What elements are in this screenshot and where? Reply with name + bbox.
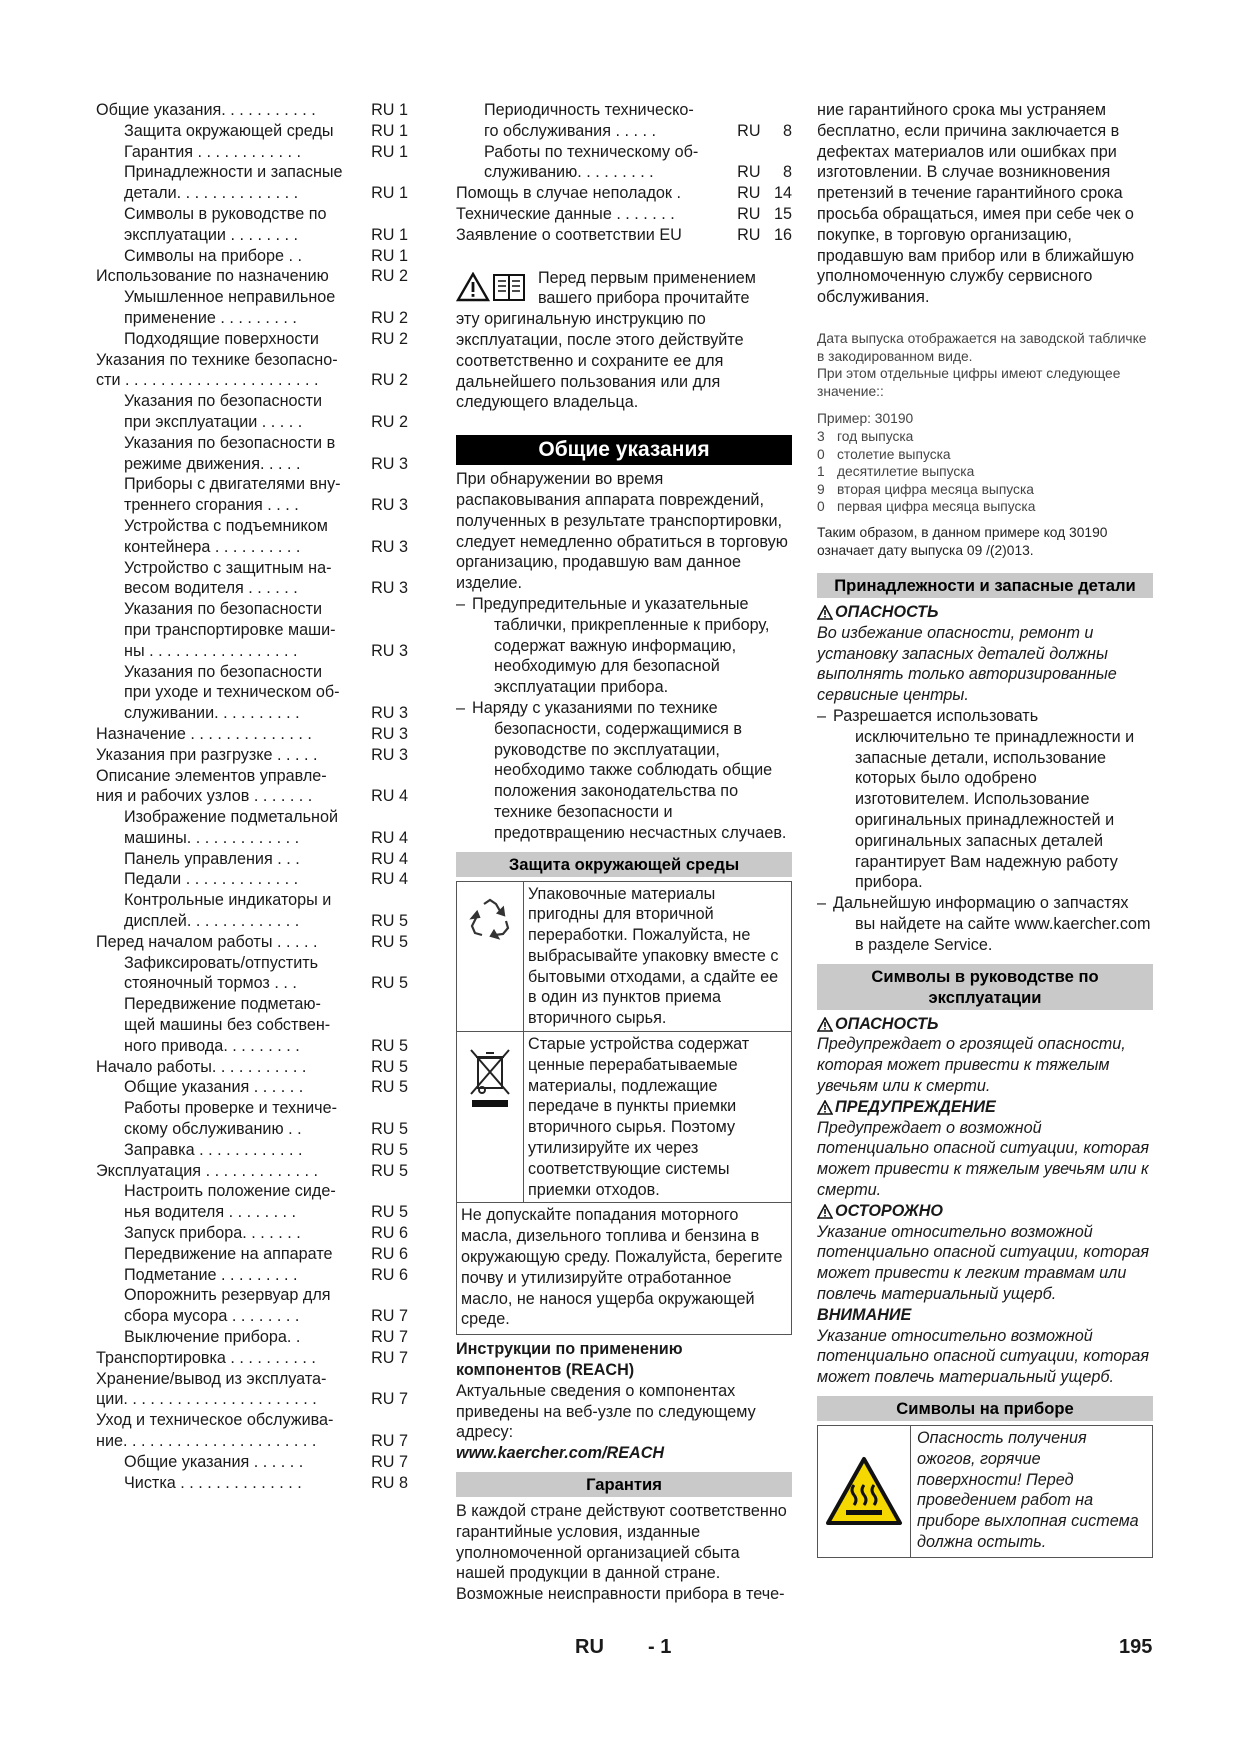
toc-entry[interactable]	[96, 266, 408, 287]
weee-text: Старые устройства содержат ценные перерабатываемые материалы, подлежащие передаче в пункты приемки вторичного сырья. Поэтому утилизируйте их через соответствующие системы приемки отходов.	[528, 1035, 750, 1199]
toc-entry-page: RU 5	[371, 1057, 408, 1076]
toc-entry[interactable]	[96, 869, 408, 890]
toc-entry-page: RU 6	[371, 1265, 408, 1284]
toc-column-2	[456, 100, 792, 246]
general-bullet-1: – Предупредительные и указательные таблички, прикрепленные к прибору, содержат важную информацию, необходимую для безопасной эксплуатации прибора.	[456, 594, 792, 698]
date-code-conclusion: Таким образом, в данном примере код 30190 означает дату выпуска 09 /(2)013.	[817, 524, 1108, 558]
toc-entry[interactable]	[96, 204, 408, 246]
hot-surface-text: Опасность получения ожогов, горячие поверхности! Перед проведением работ на приборе выхлопная система должна остыть.	[917, 1428, 1139, 1551]
footer-section-page: - 1	[648, 1636, 672, 1658]
warning-triangle-icon	[817, 1204, 833, 1219]
warranty-text-a: В каждой стране действуют соответственно гарантийные условия, изданные уполномоченной организацией сбыта нашей продукции в данной стране. Возможные неисправности прибора в тече-	[456, 1502, 787, 1604]
toc-entry-page: RU 1	[371, 101, 408, 119]
symbols-device-heading: Символы на приборе	[817, 1396, 1153, 1421]
environment-row-weee	[457, 1032, 791, 1203]
toc-entry-title: Принадлежности и запасные детали. . . . . . . . . . . . . .	[124, 163, 343, 203]
toc-entry-title: Изображение подметальной машины. . . . . . . . . . . . .	[124, 808, 339, 847]
reach-text: Актуальные сведения о компонентах приведены на веб-узле по следующему адресу:	[456, 1381, 756, 1442]
toc-entry-title: Подходящие поверхности	[124, 329, 319, 348]
toc-entry-page: RU 3	[371, 745, 408, 764]
warning-triangle-icon	[817, 1100, 833, 1115]
toc-entry-title: Защита окружающей среды	[124, 121, 334, 140]
toc-entry[interactable]	[96, 329, 408, 350]
toc-entry-page: RU 1	[371, 225, 408, 244]
column-2	[456, 100, 792, 1605]
toc-entry[interactable]	[96, 724, 408, 745]
toc-entry-title: Символы в руководстве по эксплуатации . . . . . . . .	[124, 204, 327, 244]
toc-entry-page: RU 3	[371, 704, 408, 723]
toc-entry-page: RU 2	[371, 308, 408, 327]
toc-entry-page: RU 15	[737, 204, 792, 223]
toc-entry-title: Технические данные . . . . . . .	[456, 204, 675, 223]
toc-entry[interactable]	[96, 1327, 408, 1348]
crossed-bin-icon	[468, 1046, 512, 1110]
toc-entry[interactable]	[96, 745, 408, 766]
symbols-warning-text: Предупреждает о возможной потенциально опасной ситуации, которая может привести к тяжелым увечьям или к смерти.	[817, 1118, 1150, 1200]
date-code-example: Пример: 30190	[817, 411, 914, 427]
toc-entry-title: Выключение прибора. .	[124, 1328, 301, 1347]
toc-entry-page: RU 8	[737, 163, 792, 182]
toc-column-1	[96, 100, 408, 1493]
toc-entry-title: Контрольные индикаторы и дисплей. . . . . . . . . . . . .	[124, 891, 332, 931]
toc-entry-page: RU 4	[371, 870, 408, 889]
toc-entry-title: Работы проверке и техниче- скому обслуживанию . .	[124, 1099, 338, 1139]
environment-heading: Защита окружающей среды	[456, 852, 792, 877]
symbols-caution-label: ОСТОРОЖНО	[835, 1201, 943, 1220]
toc-entry-page: RU 3	[371, 724, 408, 743]
general-bullet-2: – Наряду с указаниями по технике безопасности, содержащимися в руководстве по эксплуатации, необходимо также соблюдать общие положения законодательства по технике безопасности и предотвращению несчастных случаев.	[456, 698, 792, 844]
toc-entry-title: Помощь в случае неполадок .	[456, 184, 682, 203]
toc-entry-page: RU 5	[371, 1078, 408, 1097]
toc-entry-page: RU 5	[371, 1120, 408, 1139]
accessories-heading: Принадлежности и запасные детали	[817, 573, 1153, 598]
environment-row-recycle	[457, 882, 791, 1033]
toc-entry-title: Указания по безопасности при уходе и техническом об- служивании. . . . . . . . . .	[124, 662, 340, 723]
toc-entry[interactable]	[456, 142, 792, 184]
accessories-danger-label: ОПАСНОСТЬ	[835, 603, 939, 622]
toc-entry-title: Заправка . . . . . . . . . . . .	[124, 1140, 303, 1159]
toc-entry-page: RU 5	[371, 974, 408, 993]
read-manual-notice	[456, 268, 792, 310]
manual-book-icon	[492, 272, 526, 302]
toc-entry-page: RU 4	[371, 828, 408, 847]
toc-entry[interactable]	[96, 391, 408, 433]
recycle-text: Упаковочные материалы пригодны для вторичной переработки. Пожалуйста, не выбрасывайте упаковку вместе с бытовыми отходами, а сдайте ее в один из пунктов приема вторичного сырья.	[528, 884, 779, 1028]
toc-entry-title: Начало работы. . . . . . . . . . .	[96, 1057, 307, 1076]
toc-entry[interactable]	[96, 807, 408, 849]
toc-entry-title: Указания по безопасности при эксплуатации . . . . .	[124, 392, 323, 431]
toc-entry-page: RU 5	[371, 912, 408, 931]
toc-entry-page: RU 2	[371, 267, 408, 286]
toc-entry-title: Передвижение на аппарате	[124, 1244, 333, 1263]
hot-surface-warning-icon	[824, 1455, 904, 1527]
toc-entry[interactable]	[96, 474, 408, 516]
symbols-danger-label: ОПАСНОСТЬ	[835, 1014, 939, 1033]
date-code-meaning: десятилетие выпуска	[837, 464, 975, 480]
accessories-bullet-1-text: Разрешается использовать исключительно те принадлежности и запасные детали, использование которых было одобрено изготовителем. Использование оригинальных принадлежностей и оригинальных запасных деталей гарантирует Вам надежную работу прибора.	[833, 707, 1135, 892]
toc-entry-page: RU 5	[371, 932, 408, 951]
toc-entry-title: Гарантия . . . . . . . . . . . .	[124, 142, 301, 161]
toc-entry[interactable]	[96, 350, 408, 392]
env-icon-cell	[457, 882, 524, 1032]
toc-entry-title: Уход и техническое обслужива- ние. . . . . . . . . . . . . . . . . . . . . .	[96, 1411, 334, 1450]
accessories-bullet-2: – Дальнейшую информацию о запчастях вы найдете на сайте www.kaercher.com в разделе Service.	[817, 893, 1153, 955]
date-code-digit: 3	[817, 428, 825, 444]
reach-title: Инструкции по применению компонентов (REACH)	[456, 1340, 683, 1380]
toc-entry[interactable]	[96, 1098, 408, 1140]
accessories-danger-title	[817, 602, 1153, 623]
symbols-device-table	[817, 1425, 1153, 1558]
toc-entry[interactable]	[96, 1244, 408, 1265]
toc-entry-page: RU 6	[371, 1244, 408, 1263]
symbols-warning-title	[817, 1097, 1153, 1118]
hot-surface-icon-cell	[818, 1426, 911, 1557]
toc-entry-page: RU 3	[371, 496, 408, 515]
toc-entry[interactable]	[96, 558, 408, 600]
toc-entry-page: RU 1	[371, 142, 408, 161]
toc-entry[interactable]	[96, 766, 408, 808]
toc-entry[interactable]	[96, 1473, 408, 1494]
toc-entry[interactable]	[456, 183, 792, 204]
toc-entry-page: RU 3	[371, 537, 408, 556]
toc-entry[interactable]	[96, 1452, 408, 1473]
toc-entry-page: RU 4	[371, 849, 408, 868]
toc-entry-title: Устройство с защитным на- весом водителя . . . . . .	[124, 558, 332, 598]
toc-entry-title: Перед началом работы . . . . .	[96, 932, 318, 951]
toc-entry-title: Общие указания . . . . . .	[124, 1078, 304, 1097]
symbols-warning-label: ПРЕДУПРЕЖДЕНИЕ	[835, 1097, 996, 1116]
toc-entry-title: Описание элементов управле- ния и рабочих узлов . . . . . . .	[96, 766, 327, 806]
general-intro: При обнаружении во время распаковывания аппарата повреждений, полученных в результате транспортировки, следует немедленно обратиться в торговую организацию, продавшую вам данное изделие.	[456, 470, 788, 593]
toc-entry-page: RU 2	[371, 329, 408, 348]
toc-entry-title: Чистка . . . . . . . . . . . . . .	[124, 1473, 302, 1492]
toc-entry-page: RU 7	[371, 1432, 408, 1450]
toc-entry[interactable]	[96, 890, 408, 932]
toc-entry-page: RU 7	[371, 1328, 408, 1347]
toc-entry-title: Запуск прибора. . . . . . .	[124, 1224, 301, 1243]
symbols-caution-title	[817, 1201, 1153, 1222]
toc-entry[interactable]	[456, 204, 792, 225]
toc-entry[interactable]	[96, 100, 408, 121]
date-code-meaning: год выпуска	[837, 428, 914, 444]
toc-entry-title: Указания при разгрузке . . . . .	[96, 745, 318, 764]
toc-entry-page: RU 5	[371, 1203, 408, 1222]
toc-entry-page: RU 5	[371, 1161, 408, 1180]
symbols-caution-text: Указание относительно возможной потенциально опасной ситуации, которая может привести к легким травмам или повлечь материальный ущерб.	[817, 1222, 1150, 1303]
toc-entry-page: RU 1	[371, 121, 408, 140]
accessories-bullet-1: – Разрешается использовать исключительно те принадлежности и запасные детали, использование которых было одобрено изготовителем. Использование оригинальных принадлежностей и оригинальных запасных деталей гарантирует Вам надежную работу прибора.	[817, 706, 1153, 893]
toc-entry-title: Зафиксировать/отпустить стояночный тормоз . . .	[124, 953, 319, 993]
toc-entry-page: RU 7	[371, 1307, 408, 1326]
toc-entry[interactable]	[96, 162, 408, 204]
symbols-manual-heading: Символы в руководстве по эксплуатации	[817, 964, 1153, 1010]
toc-entry-title: Педали . . . . . . . . . . . . .	[124, 870, 299, 889]
toc-entry-title: Указания по безопасности в режиме движения. . . . .	[124, 433, 336, 473]
general-heading: Общие указания	[456, 435, 792, 465]
toc-entry-title: Хранение/вывод из эксплуата- ции. . . . . . . . . . . . . . . . . . . . . .	[96, 1369, 327, 1409]
toc-entry-page: RU 8	[737, 121, 792, 140]
warranty-heading: Гарантия	[456, 1472, 792, 1497]
toc-entry-title: Опорожнить резервуар для сбора мусора . . . . . . . .	[124, 1286, 331, 1326]
warning-triangle-icon	[817, 605, 833, 620]
date-code-rows	[817, 428, 1153, 516]
warranty-text-b: ние гарантийного срока мы устраняем бесплатно, если причина заключается в дефектах материалов или ошибках при изготовлении. В случае возникновения претензий в течение гарантийного срока просьба обращаться, имея при себе чек о покупке, в торговую организацию, продавшую вам прибор или в ближайшую уполномоченную службу сервисного обслуживания.	[817, 101, 1135, 307]
date-code-row	[817, 428, 1153, 446]
toc-entry-page: RU 2	[371, 371, 408, 390]
toc-entry[interactable]	[96, 1161, 408, 1182]
toc-entry[interactable]	[96, 994, 408, 1056]
date-code-row	[817, 446, 1153, 464]
toc-entry-title: Указания по безопасности при транспортировке маши- ны . . . . . . . . . . . . . . . . .	[124, 600, 336, 660]
toc-entry-page: RU 1	[371, 246, 408, 265]
toc-entry-page: RU 3	[371, 641, 408, 660]
toc-entry-title: Панель управления . . .	[124, 849, 300, 868]
toc-entry-title: Использование по назначению	[96, 267, 329, 286]
toc-entry[interactable]	[96, 1057, 408, 1078]
toc-entry-page: RU 7	[371, 1348, 408, 1367]
symbols-attention-title	[817, 1305, 1153, 1326]
toc-entry-page: RU 7	[371, 1390, 408, 1409]
toc-entry[interactable]	[96, 433, 408, 475]
date-code-box	[817, 330, 1153, 559]
accessories-bullet-2-text: Дальнейшую информацию о запчастях вы найдете на сайте www.kaercher.com в разделе Service.	[833, 894, 1151, 954]
toc-entry-title: Эксплуатация . . . . . . . . . . . . .	[96, 1161, 319, 1180]
toc-entry-page: RU 16	[737, 225, 792, 244]
warning-triangle-icon	[456, 272, 490, 302]
toc-entry-page: RU 5	[371, 1140, 408, 1159]
date-code-digit: 1	[817, 464, 825, 480]
toc-entry[interactable]	[96, 1223, 408, 1244]
toc-entry[interactable]	[96, 1410, 408, 1452]
column-3	[817, 100, 1153, 1558]
toc-entry-title: Приборы с двигателями вну- треннего сгорания . . . .	[124, 475, 341, 515]
toc-entry[interactable]	[96, 849, 408, 870]
symbols-danger-title	[817, 1014, 1153, 1035]
date-code-digit: 9	[817, 481, 825, 497]
toc-entry[interactable]	[96, 953, 408, 995]
footer-language: RU	[575, 1636, 604, 1658]
toc-entry-title: Умышленное неправильное применение . . . . . . . . .	[124, 288, 336, 327]
date-code-line-1: Дата выпуска отображается на заводской табличке в закодированном виде.	[817, 330, 1147, 364]
toc-entry-title: Периодичность техническо- го обслуживания . . . . .	[484, 101, 694, 140]
date-code-row	[817, 498, 1153, 516]
reach-url[interactable]: www.kaercher.com/REACH	[456, 1444, 665, 1463]
symbols-attention-label: ВНИМАНИЕ	[817, 1305, 912, 1324]
toc-entry[interactable]	[96, 1181, 408, 1223]
toc-entry-page: RU 4	[371, 787, 408, 806]
toc-entry-title: Работы по техническому об- служиванию. . . . . . . . .	[484, 142, 699, 182]
toc-entry-page: RU 3	[371, 579, 408, 598]
toc-entry-page: RU 14	[737, 184, 792, 203]
toc-entry-title: Общие указания . . . . . .	[124, 1452, 304, 1471]
footer-page-number: 195	[1119, 1636, 1153, 1658]
toc-entry[interactable]	[96, 1285, 408, 1327]
toc-entry[interactable]	[96, 1369, 408, 1411]
date-code-meaning: вторая цифра месяца выпуска	[837, 481, 1034, 497]
toc-entry[interactable]	[96, 599, 408, 661]
date-code-row	[817, 463, 1153, 481]
date-code-meaning: столетие выпуска	[837, 446, 951, 462]
toc-entry-page: RU 2	[371, 412, 408, 431]
general-bullet-2-text: Наряду с указаниями по технике безопасности, содержащимися в руководстве по эксплуатации, необходимо также соблюдать общие положения законодательства по технике безопасности и предотвращению несчастных случаев.	[472, 698, 787, 842]
date-code-digit: 0	[817, 446, 825, 462]
date-code-line-2: При этом отдельные цифры имеют следующее значение::	[817, 366, 1121, 399]
date-code-digit: 0	[817, 499, 825, 515]
toc-entry[interactable]	[96, 662, 408, 724]
date-code-meaning: первая цифра месяца выпуска	[837, 499, 1036, 515]
toc-entry[interactable]	[96, 516, 408, 558]
notice-icons	[456, 268, 526, 310]
toc-entry-title: Транспортировка . . . . . . . . . .	[96, 1348, 316, 1367]
toc-entry-page: RU 3	[371, 454, 408, 473]
toc-entry-page: RU 5	[371, 1036, 408, 1055]
toc-entry[interactable]	[96, 1348, 408, 1369]
general-bullet-1-text: Предупредительные и указательные таблички, прикрепленные к прибору, содержат важную информацию, необходимую для безопасной эксплуатации прибора.	[472, 594, 770, 697]
toc-entry-page: RU 1	[371, 184, 408, 203]
environment-table	[456, 881, 792, 1336]
toc-entry[interactable]	[96, 1077, 408, 1098]
env-icon-cell	[457, 1032, 524, 1202]
toc-entry-title: Подметание . . . . . . . . .	[124, 1265, 298, 1284]
toc-entry[interactable]	[456, 100, 792, 142]
toc-entry-title: Указания по технике безопасно- сти . . . . . . . . . . . . . . . . . . . . . .	[96, 350, 338, 390]
toc-entry[interactable]	[96, 246, 408, 267]
toc-entry[interactable]	[96, 121, 408, 142]
toc-entry[interactable]	[96, 287, 408, 329]
toc-entry-title: Назначение . . . . . . . . . . . . . .	[96, 724, 312, 743]
toc-entry[interactable]	[456, 225, 792, 246]
toc-entry-title: Передвижение подметаю- щей машины без собствен- ного привода. . . . . . . . .	[124, 995, 331, 1055]
symbols-danger-text: Предупреждает о грозящей опасности, которая может привести к тяжелым увечьям или к смерти.	[817, 1035, 1126, 1096]
warning-triangle-icon	[817, 1017, 833, 1032]
notice-body-text: эту оригинальную инструкцию по эксплуатации, после этого действуйте соответственно и сохраните ее для дальнейшего пользования или для следующего владельца.	[456, 310, 744, 412]
toc-entry[interactable]	[96, 1140, 408, 1161]
toc-entry-title: Заявление о соответствии EU	[456, 225, 682, 244]
toc-entry-page: RU 8	[371, 1473, 408, 1492]
toc-entry[interactable]	[96, 142, 408, 163]
toc-entry-title: Настроить положение сиде- нья водителя . . . . . . . .	[124, 1182, 336, 1222]
toc-entry-page: RU 7	[371, 1452, 408, 1471]
toc-entry[interactable]	[96, 1265, 408, 1286]
toc-entry-page: RU 6	[371, 1224, 408, 1243]
notice-lead-text: Перед первым применением вашего прибора прочитайте	[538, 268, 756, 308]
toc-entry-title: Символы на приборе . .	[124, 246, 303, 265]
toc-entry[interactable]	[96, 932, 408, 953]
recycle-icon	[467, 896, 513, 942]
oil-text: Не допускайте попадания моторного масла, дизельного топлива и бензина в окружающую среду. Пожалуйста, берегите почву и утилизируйте отработанное масло, не нанося ущерба окружающей среде.	[461, 1206, 783, 1329]
toc-entry-title: Общие указания. . . . . . . . . . .	[96, 101, 316, 119]
toc-entry-title: Устройства с подъемником контейнера . . . . . . . . . .	[124, 516, 328, 556]
date-code-row	[817, 481, 1153, 499]
accessories-danger-text: Во избежание опасности, ремонт и установку запасных деталей должны выполнять только авторизированные сервисные центры.	[817, 623, 1117, 705]
symbols-attention-text: Указание относительно возможной потенциально опасной ситуации, которая может повлечь материальный ущерб.	[817, 1326, 1150, 1387]
